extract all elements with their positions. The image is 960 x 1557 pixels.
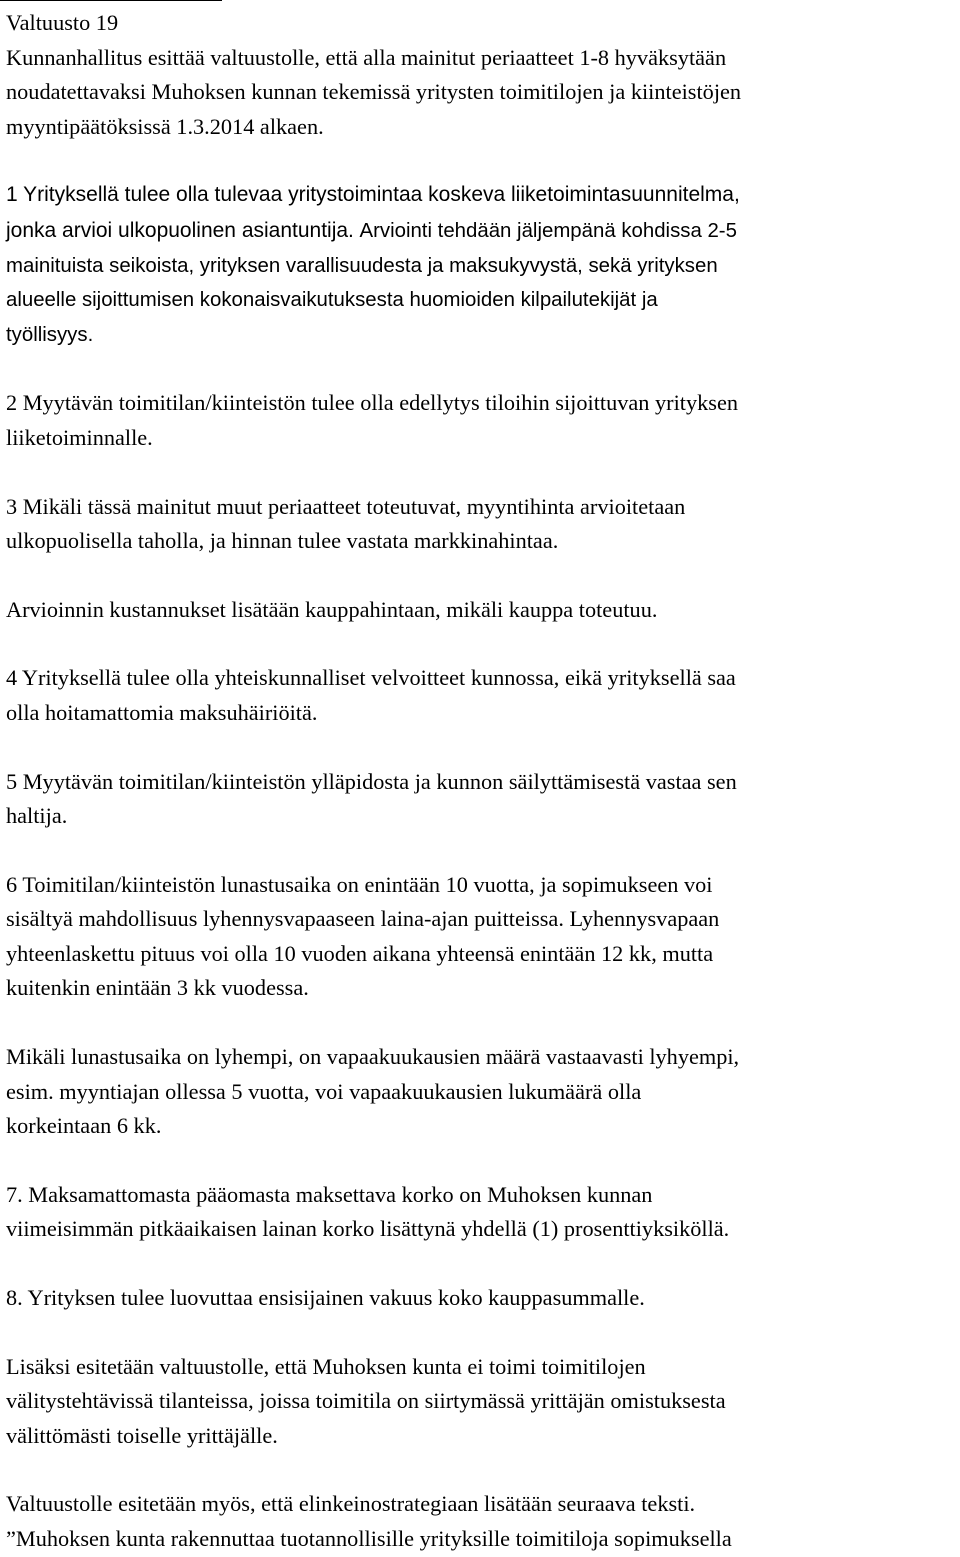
principle-2-paragraph: [6, 386, 956, 455]
paragraph-line: alueelle sijoittumisen kokonaisvaikutuksesta huomioiden kilpailutekijät ja: [6, 289, 658, 312]
paragraph-line: työllisyys.: [6, 323, 94, 346]
paragraph-line: viimeisimmän pitkäaikaisen lainan korko lisättynä yhdellä (1) prosenttiyksiköllä.: [6, 1216, 730, 1242]
document-page: [6, 6, 956, 1557]
top-rule: [0, 0, 222, 1]
paragraph-line: noudatettavaksi Muhoksen kunnan tekemissä yritysten toimitilojen ja kiinteistöjen: [6, 79, 742, 105]
paragraph-line: ”Muhoksen kunta rakennuttaa tuotannollisille yrityksille toimitiloja sopimuksella: [6, 1526, 732, 1551]
paragraph-line: esim. myyntiajan ollessa 5 vuotta, voi vapaakuukausien lukumäärä olla: [6, 1078, 642, 1104]
paragraph-line: yhteenlaskettu pituus voi olla 10 vuoden aikana yhteensä enintään 12 kk, mutta: [6, 940, 714, 966]
paragraph-line: Mikäli lunastusaika on lyhempi, on vapaakuukausien määrä vastaavasti lyhyempi,: [6, 1044, 740, 1070]
paragraph-line: olla hoitamattomia maksuhäiriöitä.: [6, 699, 318, 725]
paragraph-line: haltija.: [6, 803, 68, 829]
paragraph-line: 4 Yrityksellä tulee olla yhteiskunnalliset velvoitteet kunnossa, eikä yrityksellä saa: [6, 665, 736, 691]
paragraph-line: 7. Maksamattomasta pääomasta maksettava korko on Muhoksen kunnan: [6, 1181, 653, 1207]
principle-6-paragraph: [6, 868, 956, 1006]
paragraph-line: 5 Myytävän toimitilan/kiinteistön ylläpidosta ja kunnon säilyttämisestä vastaa sen: [6, 768, 737, 794]
paragraph-line: Lisäksi esitetään valtuustolle, että Muhoksen kunta ei toimi toimitilojen: [6, 1353, 646, 1379]
paragraph-line: 8. Yrityksen tulee luovuttaa ensisijainen vakuus koko kauppasummalle.: [6, 1285, 645, 1311]
paragraph-line-part-b: Arviointi tehdään jäljempänä kohdissa 2-5: [359, 219, 737, 242]
paragraph-line: Valtuustolle esitetään myös, että elinkeinostrategiaan lisätään seuraava teksti.: [6, 1491, 696, 1517]
principle-1-paragraph: [6, 178, 956, 352]
brokerage-paragraph: [6, 1350, 956, 1454]
principle-8-paragraph: [6, 1281, 956, 1316]
section-heading: [6, 6, 956, 41]
assessment-cost-paragraph: [6, 593, 956, 628]
heading-text: Valtuusto 19: [6, 10, 119, 35]
paragraph-line: liiketoiminnalle.: [6, 424, 153, 450]
paragraph-line: myyntipäätöksissä 1.3.2014 alkaen.: [6, 113, 324, 139]
paragraph-line: ulkopuolisella taholla, ja hinnan tulee vastata markkinahintaa.: [6, 528, 559, 554]
shorter-term-paragraph: [6, 1040, 956, 1144]
paragraph-line: kuitenkin enintään 3 kk vuodessa.: [6, 975, 309, 1001]
paragraph-line: välittömästi toiselle yrittäjälle.: [6, 1422, 278, 1448]
paragraph-line: 2 Myytävän toimitilan/kiinteistön tulee olla edellytys tiloihin sijoittuvan yrityksen: [6, 390, 738, 416]
principle-5-paragraph: [6, 765, 956, 834]
paragraph-line: [6, 213, 956, 249]
paragraph-line: Kunnanhallitus esittää valtuustolle, että alla mainitut periaatteet 1-8 hyväksytään: [6, 44, 727, 70]
paragraph-line: mainituista seikoista, yrityksen varallisuudesta ja maksukyvystä, sekä yrityksen: [6, 254, 718, 277]
paragraph-line: 6 Toimitilan/kiinteistön lunastusaika on enintään 10 vuotta, ja sopimukseen voi: [6, 871, 713, 897]
principle-7-paragraph: [6, 1178, 956, 1247]
paragraph-line-part-a: jonka arvioi ulkopuolinen asiantuntija.: [6, 218, 354, 242]
paragraph-line: korkeintaan 6 kk.: [6, 1113, 162, 1139]
paragraph-line: Arvioinnin kustannukset lisätään kauppahintaan, mikäli kauppa toteutuu.: [6, 596, 658, 622]
paragraph-line: 1 Yrityksellä tulee olla tulevaa yritystoimintaa koskeva liiketoimintasuunnitelma,: [6, 183, 740, 207]
paragraph-line: välitystehtävissä tilanteissa, joissa toimitila on siirtymässä yrittäjän omistuksesta: [6, 1388, 726, 1414]
intro-paragraph: [6, 41, 956, 145]
strategy-paragraph: [6, 1487, 956, 1556]
principle-4-paragraph: [6, 661, 956, 730]
paragraph-line: sisältyä mahdollisuus lyhennysvapaaseen laina-ajan puitteissa. Lyhennysvapaan: [6, 906, 720, 932]
principle-3-paragraph: [6, 490, 956, 559]
paragraph-line: 3 Mikäli tässä mainitut muut periaatteet toteutuvat, myyntihinta arvioitetaan: [6, 493, 686, 519]
